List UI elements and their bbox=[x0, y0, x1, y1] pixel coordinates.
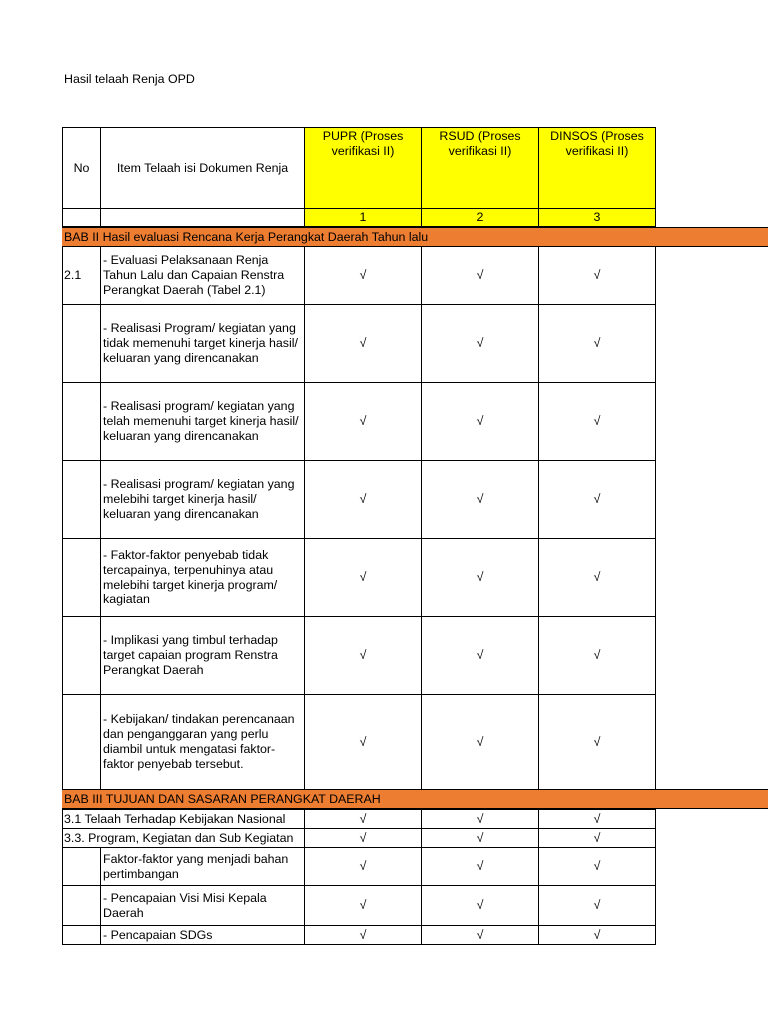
check-mark: √ bbox=[422, 247, 539, 305]
row-item: - Realisasi program/ kegiatan yang melebihi target kinerja hasil/ keluaran yang direncanakan bbox=[101, 461, 305, 539]
row-item: - Kebijakan/ tindakan perencanaan dan penganggaran yang perlu diambil untuk mengatasi faktor-faktor penyebab tersebut. bbox=[101, 695, 305, 790]
empty-cell bbox=[101, 209, 305, 227]
check-mark: √ bbox=[539, 539, 656, 617]
column-number-1: 1 bbox=[305, 209, 422, 227]
row-number bbox=[63, 886, 101, 926]
check-mark: √ bbox=[539, 617, 656, 695]
check-mark: √ bbox=[305, 810, 422, 829]
review-table bbox=[62, 127, 656, 945]
row-number bbox=[63, 617, 101, 695]
header-item: Item Telaah isi Dokumen Renja bbox=[101, 128, 305, 209]
row-number bbox=[63, 926, 101, 945]
table-row bbox=[63, 926, 656, 945]
row-number: 2.1 bbox=[63, 247, 101, 305]
check-mark: √ bbox=[539, 461, 656, 539]
row-item: - Implikasi yang timbul terhadap target capaian program Renstra Perangkat Daerah bbox=[101, 617, 305, 695]
row-number bbox=[63, 461, 101, 539]
table-row bbox=[63, 617, 656, 695]
check-mark: √ bbox=[305, 461, 422, 539]
row-number bbox=[63, 383, 101, 461]
document-title: Hasil telaah Renja OPD bbox=[64, 72, 195, 86]
row-item: Faktor-faktor yang menjadi bahan pertimbangan bbox=[101, 848, 305, 886]
check-mark: √ bbox=[305, 247, 422, 305]
row-number bbox=[63, 539, 101, 617]
check-mark: √ bbox=[305, 305, 422, 383]
table-row bbox=[63, 695, 656, 790]
check-mark: √ bbox=[422, 886, 539, 926]
table-row bbox=[63, 247, 656, 305]
row-item: - Pencapaian SDGs bbox=[101, 926, 305, 945]
check-mark: √ bbox=[422, 695, 539, 790]
row-number bbox=[63, 305, 101, 383]
column-number-2: 2 bbox=[422, 209, 539, 227]
row-item: - Realisasi Program/ kegiatan yang tidak memenuhi target kinerja hasil/ keluaran yang direncanakan bbox=[101, 305, 305, 383]
check-mark: √ bbox=[539, 848, 656, 886]
row-number bbox=[63, 695, 101, 790]
table-row bbox=[63, 461, 656, 539]
check-mark: √ bbox=[422, 926, 539, 945]
column-number-3: 3 bbox=[539, 209, 656, 227]
check-mark: √ bbox=[305, 829, 422, 848]
header-dinsos: DINSOS (Proses verifikasi II) bbox=[539, 128, 656, 209]
check-mark: √ bbox=[539, 305, 656, 383]
empty-cell bbox=[63, 209, 101, 227]
row-number bbox=[63, 848, 101, 886]
check-mark: √ bbox=[422, 810, 539, 829]
table-row bbox=[63, 383, 656, 461]
check-mark: √ bbox=[539, 829, 656, 848]
check-mark: √ bbox=[539, 886, 656, 926]
check-mark: √ bbox=[539, 383, 656, 461]
table-row bbox=[63, 829, 656, 848]
check-mark: √ bbox=[305, 695, 422, 790]
section-header-bab3: BAB III TUJUAN DAN SASARAN PERANGKAT DAERAH bbox=[62, 789, 768, 809]
check-mark: √ bbox=[539, 810, 656, 829]
check-mark: √ bbox=[422, 617, 539, 695]
check-mark: √ bbox=[305, 926, 422, 945]
check-mark: √ bbox=[305, 886, 422, 926]
check-mark: √ bbox=[305, 539, 422, 617]
check-mark: √ bbox=[422, 539, 539, 617]
section-header-bab2: BAB II Hasil evaluasi Rencana Kerja Perangkat Daerah Tahun lalu bbox=[62, 227, 768, 247]
check-mark: √ bbox=[422, 383, 539, 461]
row-item: - Evaluasi Pelaksanaan Renja Tahun Lalu dan Capaian Renstra Perangkat Daerah (Tabel 2.1) bbox=[101, 247, 305, 305]
row-label: 3.3. Program, Kegiatan dan Sub Kegiatan bbox=[63, 829, 305, 848]
table-row bbox=[63, 305, 656, 383]
row-item: - Faktor-faktor penyebab tidak tercapainya, terpenuhinya atau melebihi target kinerja program/ kagiatan bbox=[101, 539, 305, 617]
header-pupr: PUPR (Proses verifikasi II) bbox=[305, 128, 422, 209]
check-mark: √ bbox=[422, 461, 539, 539]
row-label: 3.1 Telaah Terhadap Kebijakan Nasional bbox=[63, 810, 305, 829]
header-no: No bbox=[63, 128, 101, 209]
table-row bbox=[63, 810, 656, 829]
check-mark: √ bbox=[422, 829, 539, 848]
table-row bbox=[63, 886, 656, 926]
check-mark: √ bbox=[539, 926, 656, 945]
check-mark: √ bbox=[305, 383, 422, 461]
check-mark: √ bbox=[422, 848, 539, 886]
row-item: - Pencapaian Visi Misi Kepala Daerah bbox=[101, 886, 305, 926]
check-mark: √ bbox=[422, 305, 539, 383]
header-rsud: RSUD (Proses verifikasi II) bbox=[422, 128, 539, 209]
check-mark: √ bbox=[539, 247, 656, 305]
check-mark: √ bbox=[305, 617, 422, 695]
check-mark: √ bbox=[539, 695, 656, 790]
row-item: - Realisasi program/ kegiatan yang telah memenuhi target kinerja hasil/ keluaran yang direncanakan bbox=[101, 383, 305, 461]
check-mark: √ bbox=[305, 848, 422, 886]
table-row bbox=[63, 848, 656, 886]
table-row bbox=[63, 539, 656, 617]
